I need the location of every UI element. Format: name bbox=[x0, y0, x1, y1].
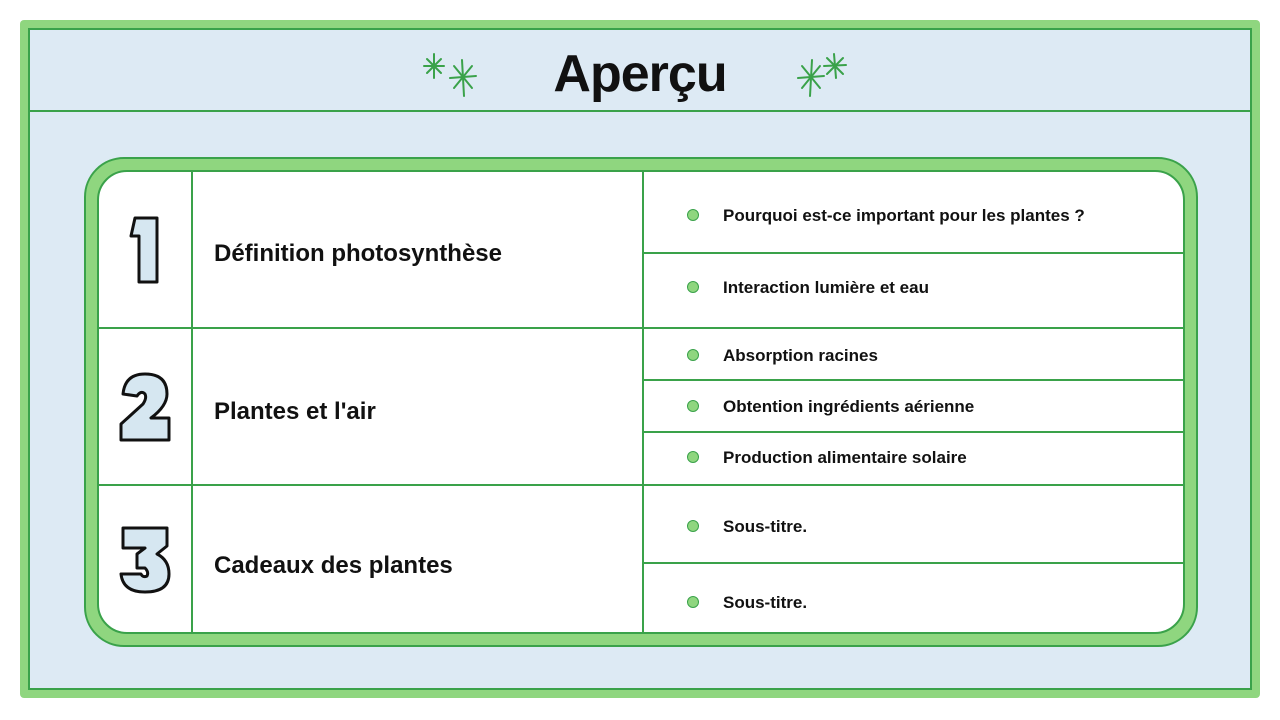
title-divider bbox=[28, 110, 1252, 112]
bullet-divider bbox=[642, 379, 1185, 381]
list-item: Absorption racines bbox=[687, 346, 1137, 366]
bullet-divider bbox=[642, 562, 1185, 564]
list-item: Obtention ingrédients aérienne bbox=[687, 397, 1137, 417]
bullet-dot-icon bbox=[687, 349, 699, 361]
row-divider bbox=[99, 327, 1183, 329]
column-divider bbox=[191, 172, 193, 632]
list-item: Sous-titre. bbox=[687, 593, 1137, 613]
list-item: Sous-titre. bbox=[687, 517, 1137, 537]
bullet-dot-icon bbox=[687, 400, 699, 412]
page-title: Aperçu bbox=[553, 45, 727, 103]
bullet-divider bbox=[642, 431, 1185, 433]
bullet-divider bbox=[642, 252, 1185, 254]
overview-table bbox=[97, 170, 1185, 634]
section-title: Cadeaux des plantes bbox=[214, 552, 453, 579]
bullet-dot-icon bbox=[687, 520, 699, 532]
list-item: Production alimentaire solaire bbox=[687, 448, 1137, 468]
section-number-1 bbox=[113, 210, 177, 290]
row-divider bbox=[99, 484, 1183, 486]
list-item: Pourquoi est-ce important pour les plantes ? bbox=[687, 206, 1137, 226]
section-number-3 bbox=[113, 518, 177, 598]
list-item: Interaction lumière et eau bbox=[687, 278, 1137, 298]
bullet-dot-icon bbox=[687, 209, 699, 221]
bullet-dot-icon bbox=[687, 281, 699, 293]
section-title: Plantes et l'air bbox=[214, 398, 376, 425]
bullet-dot-icon bbox=[687, 596, 699, 608]
bullet-dot-icon bbox=[687, 451, 699, 463]
section-number-2 bbox=[113, 368, 177, 448]
section-title: Définition photosynthèse bbox=[214, 240, 502, 267]
